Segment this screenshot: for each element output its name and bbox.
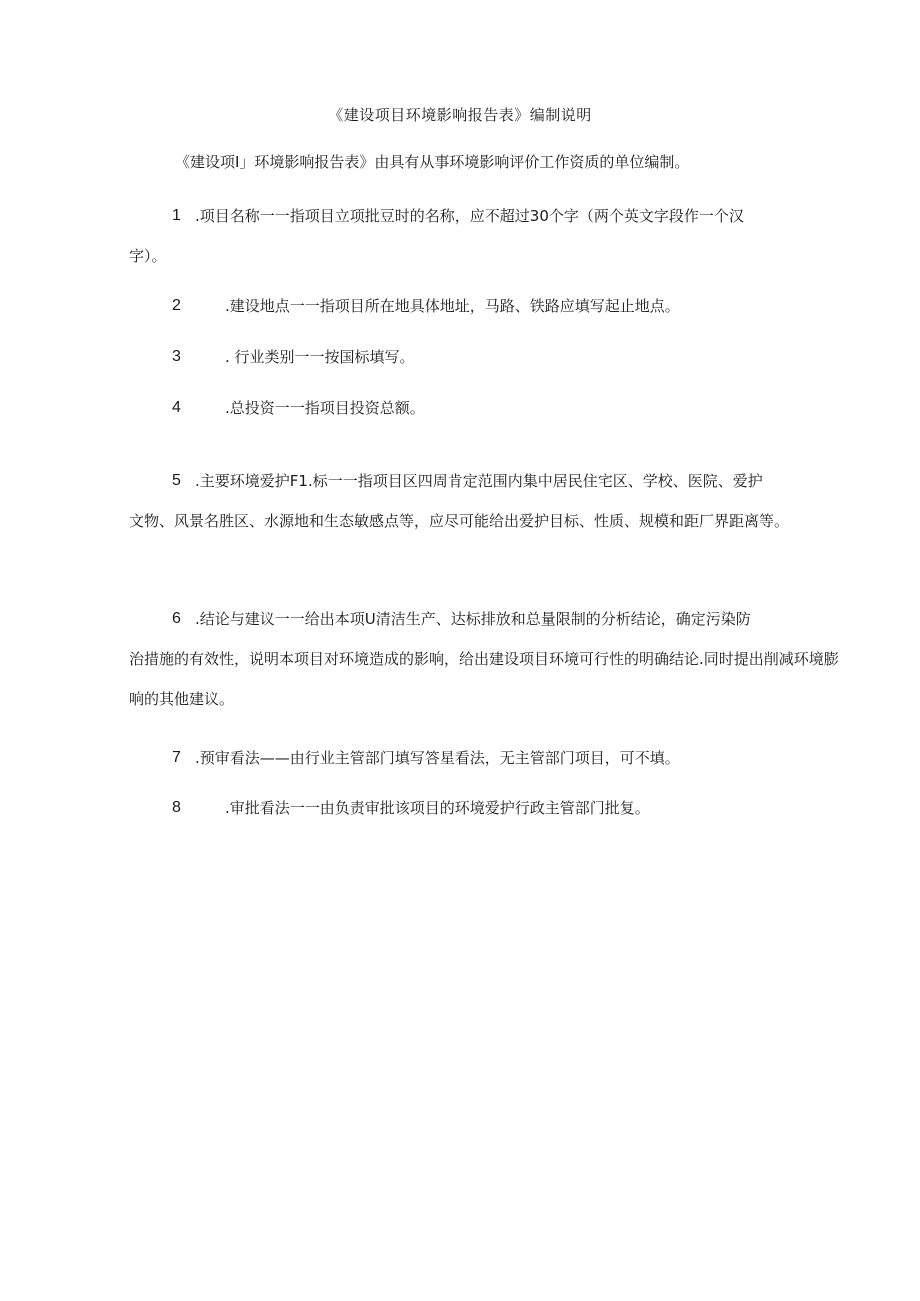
list-item (129, 788, 844, 828)
item-number: 5 (172, 472, 181, 489)
list-item (129, 337, 844, 377)
item-number: 3 (172, 348, 181, 365)
list-item (129, 286, 844, 326)
item-number: 1 (172, 207, 181, 224)
list-item (129, 388, 844, 428)
item-number: 7 (172, 749, 181, 766)
item-number: 2 (172, 297, 181, 314)
item-line-first: .建设地点一一指项目所在地具体地址，马路、铁路应填写起止地点。 (225, 297, 680, 315)
list-item (129, 599, 844, 719)
list-item (129, 461, 844, 541)
list-item (129, 738, 844, 778)
item-line-continued: 治措施的有效性，说明本项目对环境造成的影响，给出建设项目环境可行性的明确结论.同时提出削减环境膨响的其他建议。 (129, 650, 839, 708)
list-item (129, 196, 844, 276)
item-line-continued: 文物、风景名胜区、水源地和生态敏感点等，应尽可能给出爱护目标、性质、规模和距厂界距离等。 (129, 512, 790, 530)
item-line-first: . 行业类别一一按国标填写。 (225, 348, 415, 366)
document-title: 《建设项目环境影响报告表》编制说明 (328, 106, 592, 124)
item-number: 4 (172, 399, 181, 416)
intro-paragraph: 《建设项I」环境影响报告表》由具有从事环境影响评价工作资质的单位编制。 (175, 153, 690, 171)
item-number: 6 (172, 610, 181, 627)
item-number: 8 (172, 799, 181, 816)
item-line-first: .主要环境爱护F1.标一一指项目区四周肯定范围内集中居民住宅区、学校、医院、爱护 (195, 472, 763, 490)
item-line-continued: 字）。 (129, 247, 167, 265)
item-line-first: .审批看法一一由负责审批该项目的环境爱护行政主管部门批复。 (225, 799, 650, 817)
item-line-first: .结论与建议一一给出本项U清洁生产、达标排放和总量限制的分析结论，确定污染防 (195, 610, 751, 628)
item-line-first: .总投资一一指项目投资总额。 (225, 399, 425, 417)
item-line-first: .预审看法——由行业主管部门填写答星看法，无主管部门项目，可不填。 (195, 749, 680, 767)
item-line-first: .项目名称一一指项目立项批豆时的名称，应不超过30个字（两个英文字段作一个汉 (195, 207, 744, 225)
